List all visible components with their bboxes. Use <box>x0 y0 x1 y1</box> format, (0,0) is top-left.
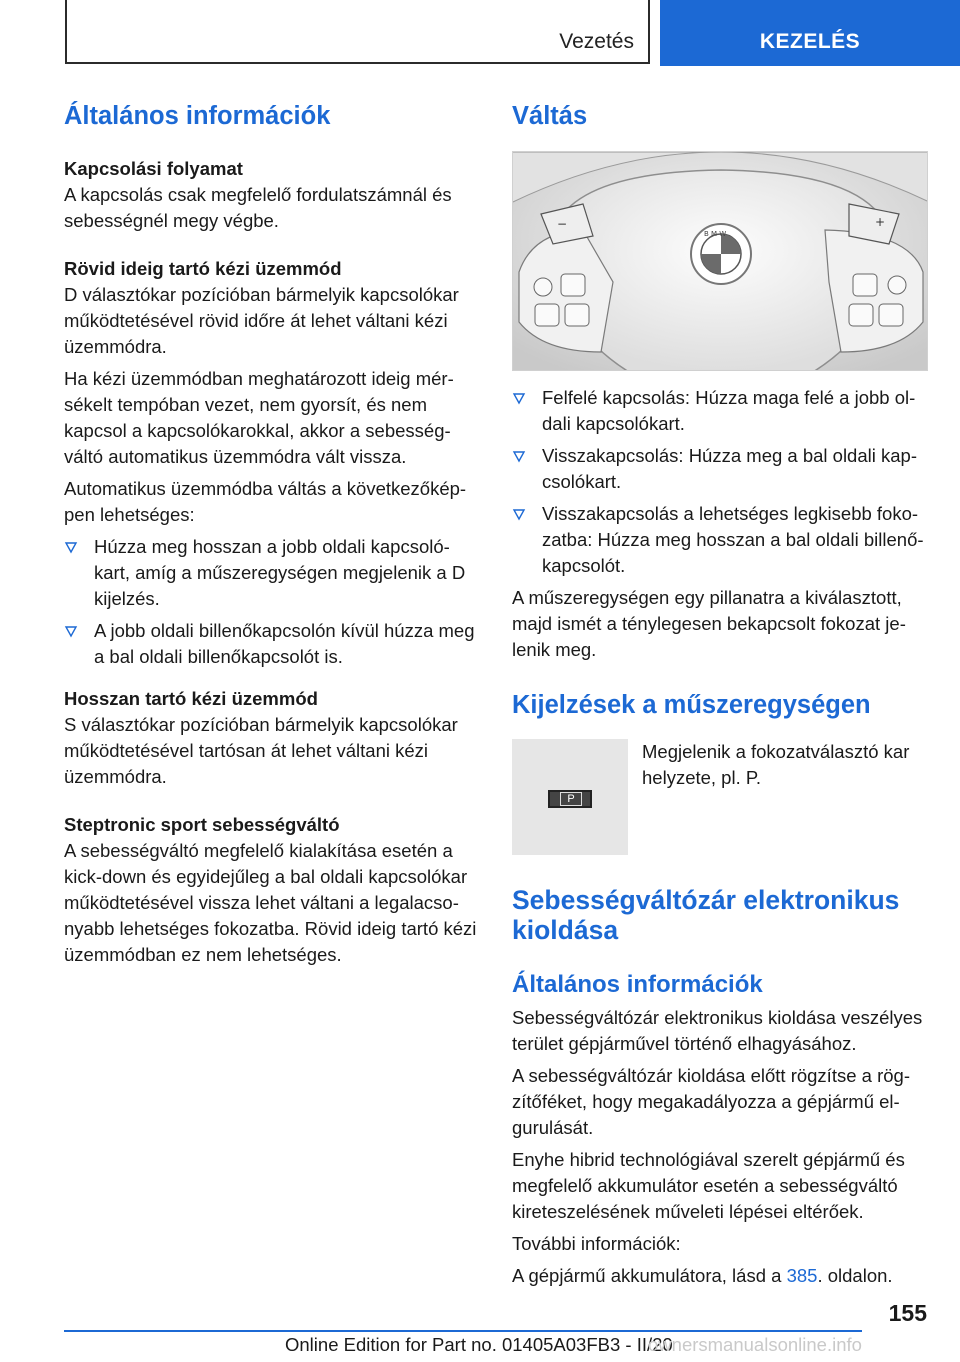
shifting-list <box>512 385 928 579</box>
list-item: Felfelé kapcsolás: Húzza maga felé a jobb oldali kapcsolókart. <box>512 385 928 437</box>
steptronic-heading: Steptronic sport sebességváltó <box>64 814 340 835</box>
short-manual-text-3: Automatikus üzemmódba váltás a következőképpen lehetséges: <box>64 478 467 525</box>
shifting-note: A műszeregységen egy pillanatra a kiválasztott, majd ismét a ténylegesen bekapcsolt fokozat jelenik meg. <box>512 587 906 660</box>
header-section-box <box>65 0 650 64</box>
general-info-title: Általános információk <box>512 971 763 998</box>
list-item: A jobb oldali billenőkapcsolón kívül húzza meg a bal oldali billenőkapcsolót is. <box>64 618 478 670</box>
list-item: Visszakapcsolás: Húzza meg a bal oldali kapcsolókart. <box>512 443 928 495</box>
long-manual-text: S választókar pozícióban bármelyik kapcsolókar működtetésével tartósan át lehet váltani kézi üzemmódra. <box>64 714 458 787</box>
header-chapter-tab[interactable] <box>660 0 960 66</box>
triangle-bullet-icon <box>512 501 526 527</box>
lock-text-2: A sebességváltózár kioldása előtt rögzítse a rögzítőféket, hogy megakadályozza a gépjármű elgurulását. <box>512 1065 910 1138</box>
list-item: Húzza meg hosszan a jobb oldali kapcsolókart, amíg a műszeregységen megjelenik a D kijelzés. <box>64 534 478 612</box>
short-manual-text-1: D választókar pozícióban bármelyik kapcsolókar működtetésével rövid időre át lehet váltani kézi üzemmódra. <box>64 284 459 357</box>
gear-indicator-icon: P <box>548 790 592 808</box>
shift-process-text: A kapcsolás csak megfelelő fordulatszámnál és sebességnél megy végbe. <box>64 184 452 231</box>
shifting-title: Váltás <box>512 102 588 130</box>
short-manual-text-2: Ha kézi üzemmódban meghatározott ideig mérsékelt tempóban vezet, nem gyorsít, és nem kapcsol a kapcsolókarokkal, akkor a sebességváltó automatikus üzemmódra vált vissza. <box>64 368 454 467</box>
triangle-bullet-icon <box>64 618 78 644</box>
steptronic-text: A sebességváltó megfelelő kialakítása esetén a kick-down és egyidejűleg a bal oldali kapcsolókar működtetésével vissza lehet váltani a legalacsonyabb lehetséges fokozatba. Rövid ideig tartó kézi üzemmódban ez nem lehetséges. <box>64 840 477 965</box>
page-reference-link[interactable]: 385 <box>786 1265 818 1286</box>
footer-divider <box>64 1330 862 1332</box>
steering-wheel-icon <box>513 152 928 371</box>
long-manual-heading: Hosszan tartó kézi üzemmód <box>64 688 318 709</box>
triangle-bullet-icon <box>512 385 526 411</box>
footer-edition: Online Edition for Part no. 01405A03FB3 - II/20 <box>285 1334 673 1355</box>
short-manual-heading: Rövid ideig tartó kézi üzemmód <box>64 258 342 279</box>
list-item: Visszakapcsolás a lehetséges legkisebb fokozatba: Húzza meg hosszan a bal oldali billenőkapcsolót. <box>512 501 928 579</box>
steering-wheel-illustration <box>512 151 928 371</box>
display-description: Megjelenik a fokozatválasztó kar helyzete, pl. P. <box>642 741 910 788</box>
instrument-display-illustration <box>512 739 628 855</box>
lock-text-5: A gépjármű akkumulátora, lásd a 385. oldalon. <box>512 1265 893 1286</box>
page-header <box>0 0 960 66</box>
footer-watermark: ownersmanualsonline.info <box>648 1334 862 1355</box>
triangle-bullet-icon <box>512 443 526 469</box>
displays-title: Kijelzések a műszeregységen <box>512 691 871 719</box>
svg-text:+: + <box>875 215 886 229</box>
header-section-title: Vezetés <box>559 30 634 53</box>
right-column <box>512 100 928 1289</box>
lock-text-3: Enyhe hibrid technológiával szerelt gépjármű és megfelelő akkumulátor esetén a sebességváltó kireteszelésének műveleti lépései eltérőek. <box>512 1149 905 1222</box>
svg-text:B M W: B M W <box>704 230 727 238</box>
lock-text-1: Sebességváltózár elektronikus kioldása veszélyes terület gépjárművel történő elhagyásához. <box>512 1007 923 1054</box>
short-manual-list <box>64 534 478 670</box>
display-row <box>512 739 928 855</box>
transmission-lock-title: Sebességváltózár elektronikus kioldása <box>512 885 900 945</box>
page-number: 155 <box>888 1300 927 1326</box>
svg-text:−: − <box>557 217 568 231</box>
lock-text-4: További információk: <box>512 1233 681 1254</box>
left-column <box>64 100 478 968</box>
header-chapter-label: KEZELÉS <box>759 30 861 53</box>
left-title: Általános információk <box>64 102 331 130</box>
triangle-bullet-icon <box>64 534 78 560</box>
shift-process-heading: Kapcsolási folyamat <box>64 158 243 179</box>
